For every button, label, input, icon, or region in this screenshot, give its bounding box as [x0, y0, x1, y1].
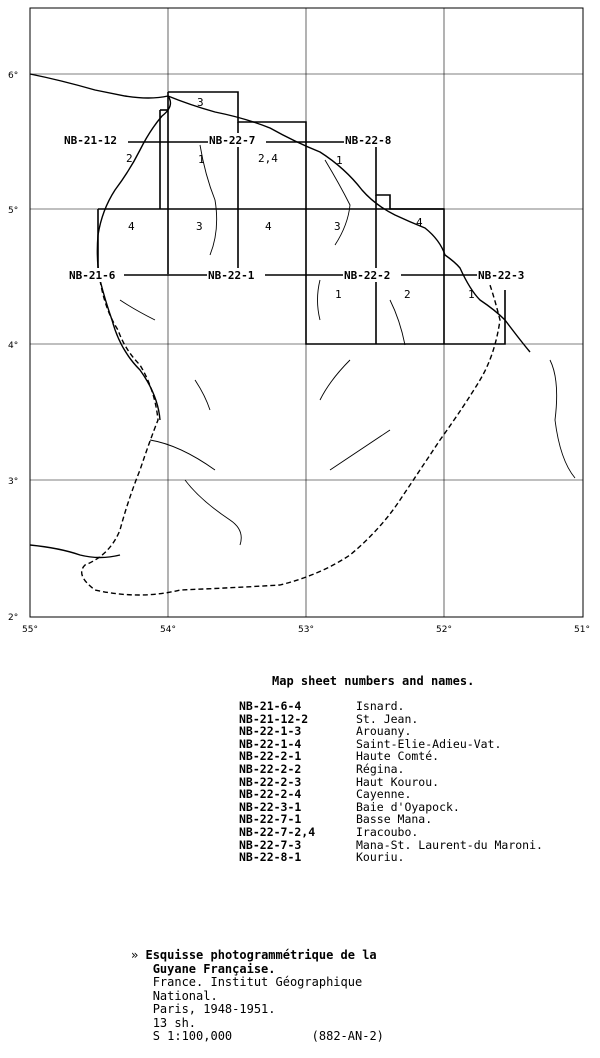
- sheet-name: Saint-Elie-Adieu-Vat.: [356, 736, 502, 751]
- sheet-name: Baie d'Oyapock.: [356, 799, 460, 814]
- subsheet-number: 1: [335, 288, 342, 301]
- sheet-name: Isnard.: [356, 699, 405, 713]
- latitude-labels: [8, 71, 18, 623]
- sheet-label-nb-22-1: NB-22-1: [208, 269, 255, 282]
- sheet-name: Haut Kourou.: [356, 774, 440, 789]
- legend-row: [239, 725, 543, 738]
- citation-sheet-count: 13 sh.: [152, 1015, 197, 1030]
- sheet-code: NB-22-1-4: [239, 736, 302, 751]
- subsheet-number: 4: [128, 220, 135, 233]
- sheet-label-nb-22-8: NB-22-8: [345, 134, 392, 147]
- sheet-name: Iracoubo.: [356, 824, 419, 839]
- citation-publisher-line1: France. Institut Géographique: [152, 975, 363, 989]
- subsheet-number: 1: [336, 154, 343, 167]
- lat-label-2: 2°: [8, 613, 19, 623]
- sheet-name: Cayenne.: [356, 787, 412, 802]
- subsheet-number: 3: [196, 220, 203, 233]
- border-dashed: [82, 280, 500, 595]
- sheet-code: NB-22-3-1: [239, 799, 302, 814]
- sheet-label-nb-21-12: NB-21-12: [64, 134, 117, 147]
- sheet-label-nb-22-7: NB-22-7: [209, 134, 256, 147]
- citation-title-line1: Esquisse photogrammétrique de la: [145, 948, 377, 962]
- sheet-label-nb-22-2: NB-22-2: [344, 269, 391, 282]
- subsheet-number: 3: [197, 96, 204, 109]
- sheet-label-nb-22-3: NB-22-3: [478, 269, 525, 282]
- sheet-name: St. Jean.: [356, 711, 419, 726]
- lat-label-5: 5°: [8, 206, 19, 216]
- lat-label-4: 4°: [8, 341, 19, 351]
- sheet-name: Kouriu.: [356, 850, 405, 865]
- subsheet-number: 3: [334, 220, 341, 233]
- subsheet-number: 1: [468, 288, 475, 301]
- sheet-code: NB-22-2-1: [239, 749, 302, 764]
- sheet-name: Basse Mana.: [356, 812, 433, 827]
- lon-label-52: 52°: [436, 625, 452, 635]
- lon-label-53: 53°: [298, 625, 314, 635]
- subsheet-number: 1: [198, 153, 205, 166]
- rivers: [120, 145, 575, 545]
- sheet-code: NB-21-6-4: [239, 699, 302, 713]
- sheet-name: Haute Comté.: [356, 749, 440, 764]
- sheet-code: NB-22-2-2: [239, 761, 302, 776]
- sheet-legend: [239, 700, 543, 864]
- citation-publisher-line2: National.: [152, 988, 218, 1003]
- sheet-code: NB-22-7-3: [239, 837, 302, 852]
- subsheet-numbers: [126, 96, 475, 301]
- legend-row: [239, 700, 543, 713]
- lat-label-3: 3°: [8, 477, 19, 487]
- sheet-name: Mana-St. Laurent-du Maroni.: [356, 837, 543, 852]
- subsheet-number: 2,4: [258, 152, 278, 165]
- longitude-labels: [22, 625, 590, 635]
- sheet-code: NB-22-2-3: [239, 774, 302, 789]
- citation-place-date: Paris, 1948-1951.: [152, 1002, 276, 1016]
- lat-label-6: 6°: [8, 71, 19, 81]
- legend-title: Map sheet numbers and names.: [272, 674, 475, 688]
- subsheet-number: 4: [265, 220, 272, 233]
- citation-title-line2: Guyane Française.: [152, 961, 276, 976]
- citation-call-number: (882-AN-2): [311, 1029, 384, 1043]
- sheet-code: NB-22-8-1: [239, 850, 302, 865]
- lon-label-51: 51°: [574, 625, 590, 635]
- subsheet-number: 2: [126, 152, 133, 165]
- sheet-labels: [62, 133, 535, 282]
- subsheet-number: 2: [404, 288, 411, 301]
- sheet-code: NB-22-2-4: [239, 787, 302, 802]
- legend-row: [239, 851, 543, 864]
- legend-row: [239, 788, 543, 801]
- legend-row: [239, 763, 543, 776]
- sheet-code: NB-21-12-2: [239, 711, 309, 726]
- subsheet-number: 4: [416, 216, 423, 229]
- sheet-code: NB-22-7-2,4: [239, 824, 316, 839]
- citation-marker: »: [131, 948, 139, 962]
- citation-scale: S 1:100,000: [152, 1029, 233, 1043]
- lon-label-55: 55°: [22, 625, 38, 635]
- sheet-code: NB-22-1-3: [239, 724, 302, 739]
- legend-row: [239, 826, 543, 839]
- lon-label-54: 54°: [160, 625, 176, 635]
- sheet-name: Arouany.: [356, 724, 412, 739]
- bibliographic-citation: [131, 949, 384, 1044]
- sheet-name: Régina.: [356, 761, 405, 776]
- sheet-label-nb-21-6: NB-21-6: [69, 269, 116, 282]
- sheet-code: NB-22-7-1: [239, 812, 302, 827]
